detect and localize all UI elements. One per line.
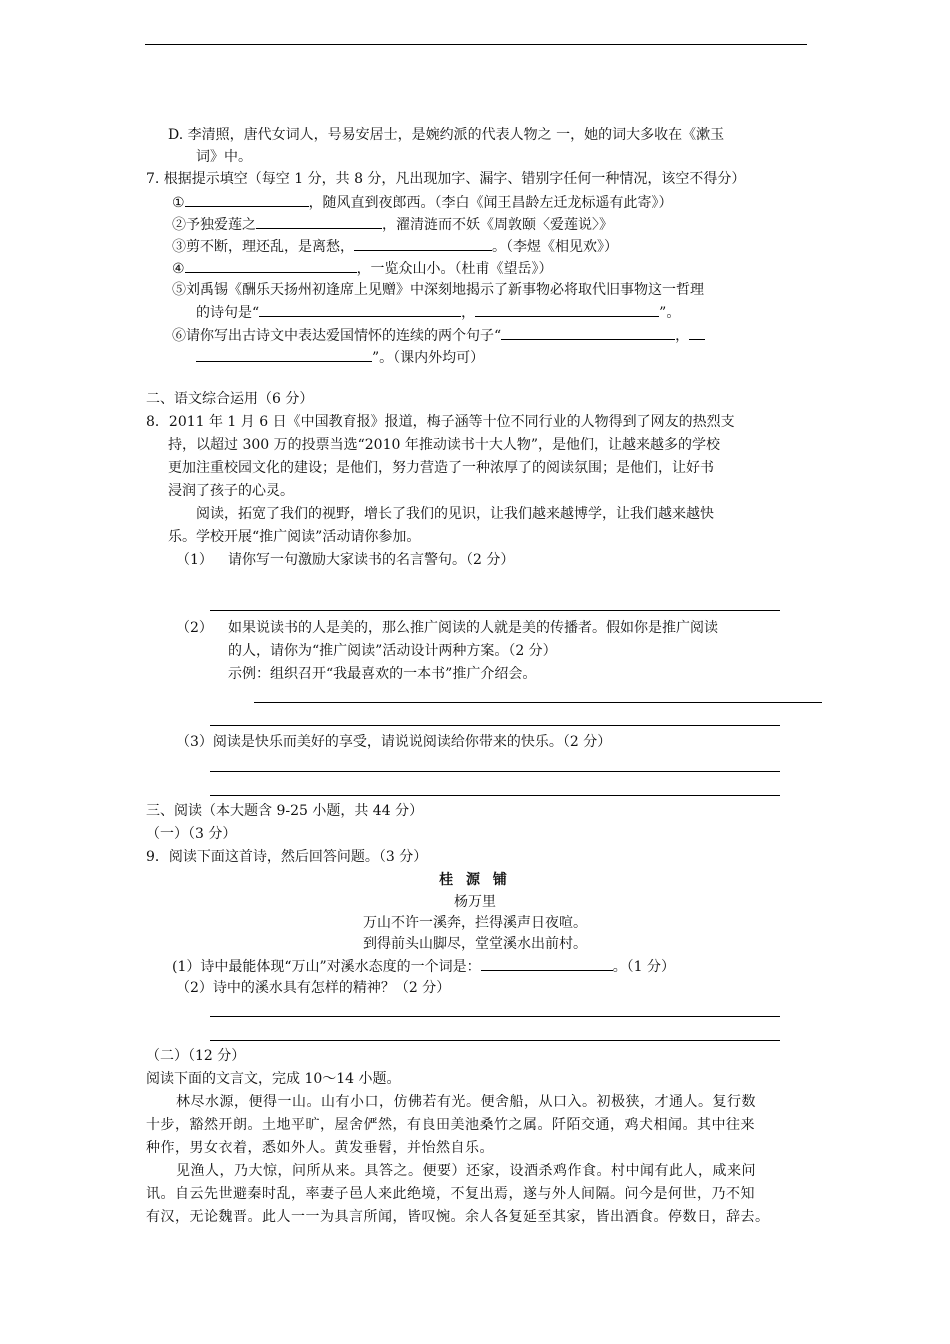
q7-4-prefix: ④	[172, 261, 185, 277]
q8-sub1-text: 请你写一句激励大家读书的名言警句。（2 分）	[228, 552, 515, 568]
poem-line-1: 万山不许一溪奔，拦得溪声日夜喧。	[363, 915, 587, 931]
q8-line3: 更加注重校园文化的建设；是他们，努力营造了一种浓厚了的阅读氛围；是他们，让好书	[168, 460, 714, 476]
q9-sub2-answer-line-2[interactable]	[210, 1040, 780, 1041]
question-7: 7. 根据提示填空（每空 1 分，共 8 分，凡出现加字、漏字、错别字任何一种情况，该空不得分）	[146, 171, 746, 187]
classical-text-line-5: 讯。自云先世避秦时乱，率妻子邑人来此绝境，不复出焉，遂与外人间隔。问今是何世，乃不知	[146, 1186, 755, 1202]
q8-sub1-number: （1）	[176, 552, 213, 568]
q8-line1: 8．2011 年 1 月 6 日《中国教育报》报道，梅子涵等十位不同行业的人物得到了网友的热烈支	[146, 414, 735, 430]
q7-1-suffix: ，随风直到夜郎西。（李白《闻王昌龄左迁龙标遥有此寄》）	[308, 195, 673, 211]
q8-sub2-number: （2）	[176, 620, 213, 636]
q8-para2-line2: 乐。学校开展“推广阅读”活动请你参加。	[168, 529, 421, 545]
q7-6-blank-a[interactable]	[501, 326, 675, 340]
q8-sub2-answer-line-2[interactable]	[210, 725, 780, 726]
q7-3-suffix: 。（李煜《相见欢》）	[492, 239, 618, 255]
q7-item-6-line1	[172, 326, 705, 345]
q7-item-1	[172, 193, 673, 212]
q7-5-blank-a[interactable]	[259, 303, 461, 317]
q7-4-blank[interactable]	[185, 259, 357, 273]
q8-sub2-answer-line-1[interactable]	[254, 702, 822, 703]
poem-line-2: 到得前头山脚尽，堂堂溪水出前村。	[363, 936, 587, 952]
q7-5-prefix: 的诗句是“	[196, 305, 260, 321]
q7-item-4	[172, 259, 553, 278]
q7-5-sep: ，	[461, 305, 476, 321]
q7-6-suffix: ”。（课内外均可）	[372, 350, 485, 366]
q8-sub2-example: 示例：组织召开“我最喜欢的一本书”推广介绍会。	[228, 666, 537, 682]
q7-4-suffix: ，一览众山小。（杜甫《望岳》）	[356, 261, 553, 277]
header-rule	[145, 44, 807, 45]
q8-sub3: （3）阅读是快乐而美好的享受，请说说阅读给你带来的快乐。（2 分）	[176, 734, 612, 750]
q8-sub2-line2: 的人，请你为“推广阅读”活动设计两种方案。（2 分）	[228, 643, 557, 659]
classical-text-line-2: 十步，豁然开朗。土地平旷，屋舍俨然，有良田美池桑竹之属。阡陌交通，鸡犬相闻。其中往来	[146, 1117, 755, 1133]
q7-2-suffix: ，濯清涟而不妖《周敦颐〈爱莲说〉》	[382, 217, 613, 233]
classical-text-line-3: 种作，男女衣着，悉如外人。黄发垂髫，并怡然自乐。	[146, 1140, 494, 1156]
q8-line4: 浸润了孩子的心灵。	[168, 483, 294, 499]
q7-2-prefix: ②予独爱莲之	[172, 217, 256, 233]
q9-1-blank[interactable]	[481, 957, 613, 971]
classical-text-line-4: 见渔人，乃大惊，问所从来。具答之。便要）还家，设酒杀鸡作食。村中闻有此人，咸来问	[176, 1163, 756, 1179]
q7-6-blank-b[interactable]	[196, 348, 372, 362]
option-d-line2: 词》中。	[196, 149, 252, 165]
q7-item-2	[172, 215, 613, 234]
q8-sub3-answer-line-2[interactable]	[210, 795, 780, 796]
q7-3-prefix: ③剪不断，理还乱，是离愁，	[172, 239, 354, 255]
q8-sub1-answer-line[interactable]	[210, 610, 780, 611]
poem-title: 桂 源 铺	[439, 872, 511, 888]
section-3-heading: 三、阅读（本大题含 9-25 小题，共 44 分）	[146, 803, 424, 819]
q8-line2: 持，以超过 300 万的投票当选“2010 年推动读书十大人物”，是他们，让越来越多的学校	[168, 437, 721, 453]
q9-1-suffix: 。（1 分）	[612, 959, 676, 975]
q9-sub2: （2）诗中的溪水具有怎样的精神？（2 分）	[176, 980, 451, 996]
q7-6-blank-b-start[interactable]	[689, 326, 705, 340]
q9-sub2-answer-line-1[interactable]	[210, 1016, 780, 1017]
classical-text-line-1: 林尽水源，便得一山。山有小口，仿佛若有光。便舍船，从口入。初极狭，才通人。复行数	[176, 1094, 756, 1110]
q7-6-prefix: ⑥请你写出古诗文中表达爱国情怀的连续的两个句子“	[172, 328, 502, 344]
question-9: 9．阅读下面这首诗，然后回答问题。（3 分）	[146, 849, 428, 865]
q7-1-prefix: ①	[172, 195, 185, 211]
q7-item-5-line2	[196, 303, 680, 322]
option-d-line1: D. 李清照，唐代女词人，号易安居士，是婉约派的代表人物之 一，她的词大多收在《漱玉	[168, 127, 725, 143]
q9-1-prefix: (1）诗中最能体现“万山”对溪水态度的一个词是：	[172, 959, 481, 975]
part-2-heading: （二）（12 分）	[146, 1048, 246, 1064]
q7-item-6-line2	[196, 348, 484, 367]
q7-2-blank[interactable]	[256, 215, 382, 229]
q9-sub1	[172, 957, 675, 976]
poem-author: 杨万里	[454, 894, 496, 910]
q7-5-blank-b[interactable]	[475, 303, 659, 317]
part-1-heading: （一）（3 分）	[146, 826, 237, 842]
q7-3-blank[interactable]	[354, 237, 492, 251]
q7-6-sep: ，	[675, 328, 690, 344]
section-2-heading: 二、语文综合运用（6 分）	[146, 391, 314, 407]
part-2-intro: 阅读下面的文言文，完成 10～14 小题。	[146, 1071, 401, 1087]
q8-sub3-answer-line-1[interactable]	[210, 771, 780, 772]
q8-para2-line1: 阅读，拓宽了我们的视野，增长了我们的见识，让我们越来越博学，让我们越来越快	[196, 506, 714, 522]
q8-sub2-line1: 如果说读书的人是美的，那么推广阅读的人就是美的传播者。假如你是推广阅读	[228, 620, 718, 636]
classical-text-line-6: 有汉，无论魏晋。此人一一为具言所闻，皆叹惋。余人各复延至其家，皆出酒食。停数日，辞去。	[146, 1209, 770, 1225]
q7-5-suffix: ”。	[659, 305, 681, 321]
q7-item-5-line1: ⑤刘禹锡《酬乐天扬州初逢席上见赠》中深刻地揭示了新事物必将取代旧事物这一哲理	[172, 282, 704, 298]
q7-1-blank[interactable]	[185, 193, 309, 207]
q7-item-3	[172, 237, 618, 256]
